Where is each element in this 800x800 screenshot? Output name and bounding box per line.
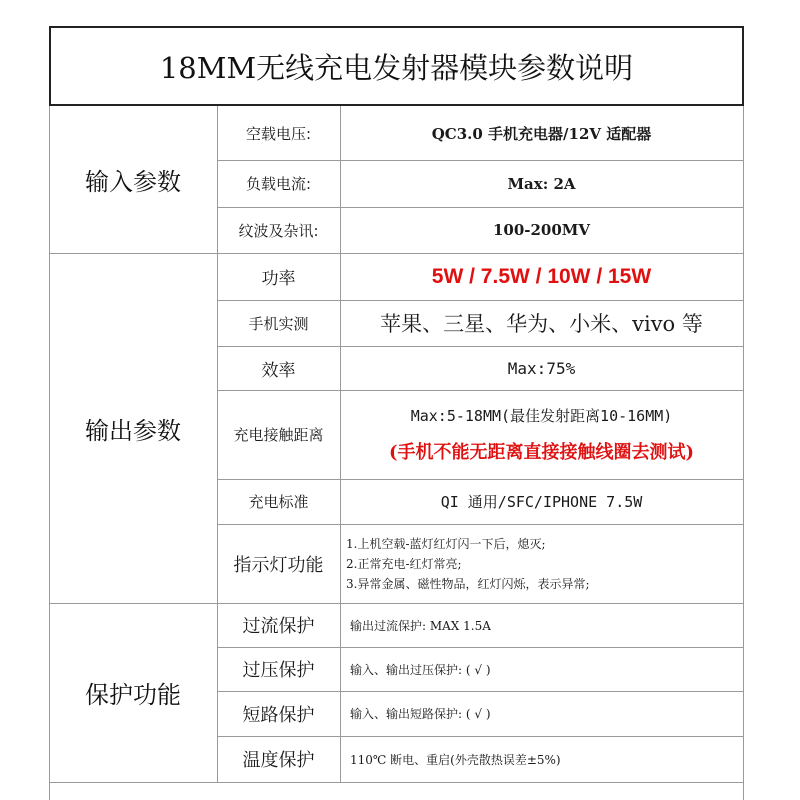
indicator-line: 2.正常充电-红灯常亮; bbox=[346, 556, 462, 571]
power-value: 5W / 7.5W / 10W / 15W bbox=[431, 264, 652, 288]
protection-row-label: 温度保护 bbox=[242, 750, 315, 771]
power-label: 功率 bbox=[261, 269, 296, 289]
document-title: 18MM无线充电发射器模块参数说明 bbox=[49, 26, 744, 106]
phones-tested-value: 苹果、三星、华为、小米、vivo 等 bbox=[380, 312, 703, 336]
section-label-input: 输入参数 bbox=[85, 168, 181, 196]
protection-row-label: 短路保护 bbox=[242, 704, 315, 726]
indicator-line: 3.异常金属、磁性物品，红灯闪烁，表示异常; bbox=[346, 576, 590, 591]
protection-row-value: 输入、输出过压保护: ( √ ) bbox=[350, 662, 491, 677]
protection-row-label: 过流保护 bbox=[242, 616, 315, 637]
section-label-protection: 保护功能 bbox=[85, 681, 181, 709]
section-label-output: 输出参数 bbox=[85, 416, 181, 445]
indicator-description bbox=[340, 524, 743, 603]
table-border-right bbox=[743, 106, 744, 800]
protection-row-label: 过压保护 bbox=[242, 660, 315, 681]
input-row-label: 负载电流: bbox=[245, 175, 312, 193]
protection-row-value: 输入、输出短路保护: ( √ ) bbox=[350, 707, 491, 721]
spec-table bbox=[49, 106, 744, 800]
efficiency-label: 效率 bbox=[261, 360, 296, 381]
efficiency-value: Max:75% bbox=[507, 358, 576, 378]
input-row-value: QC3.0 手机充电器/12V 适配器 bbox=[431, 124, 652, 143]
input-row-label: 空载电压: bbox=[245, 124, 312, 143]
input-row-value: 100-200MV bbox=[492, 221, 591, 239]
input-row-label: 纹波及杂讯: bbox=[238, 221, 319, 240]
standard-label: 充电标准 bbox=[248, 493, 309, 511]
distance-cell bbox=[340, 390, 743, 479]
distance-value: Max:5-18MM(最佳发射距离10-16MM) bbox=[410, 407, 673, 425]
distance-label: 充电接触距离 bbox=[233, 426, 324, 444]
phones-tested-label: 手机实测 bbox=[248, 314, 309, 333]
distance-warning: (手机不能无距离直接接触线圈去测试) bbox=[388, 442, 695, 463]
protection-row-value: 110℃ 断电、重启(外壳散热误差±5%) bbox=[350, 752, 561, 767]
section-divider-3 bbox=[49, 782, 744, 783]
protection-row-value: 输出过流保护: MAX 1.5A bbox=[350, 618, 491, 633]
indicator-line: 1.上机空载-蓝灯红灯闪一下后，熄灭; bbox=[346, 536, 546, 551]
standard-value: QI 通用/SFC/IPHONE 7.5W bbox=[440, 493, 643, 511]
indicator-label: 指示灯功能 bbox=[233, 554, 324, 576]
input-row-value: Max: 2A bbox=[507, 174, 576, 193]
